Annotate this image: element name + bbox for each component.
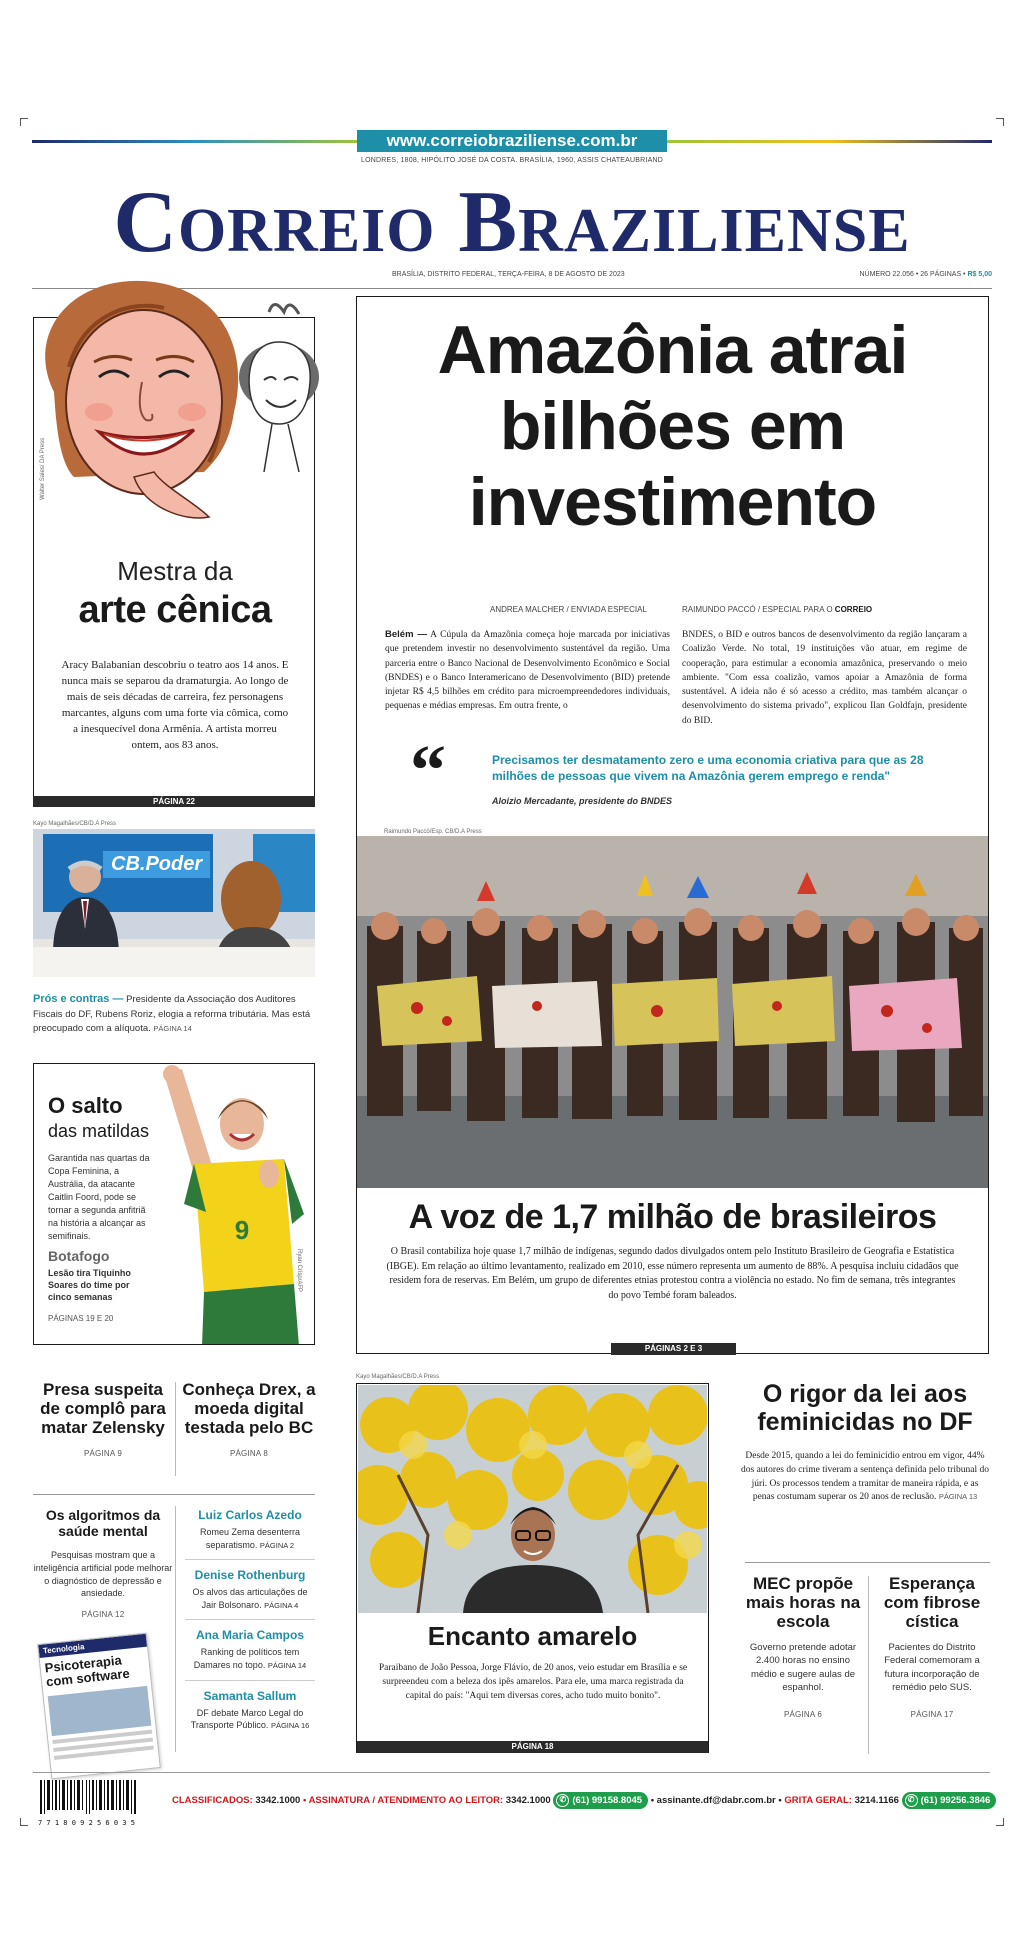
caricature-drawing [14,272,334,542]
photo-body: O Brasil contabiliza hoje quase 1,7 milhão de indígenas, segundo dados divulgados ontem pelo Instituto Brasileiro de Geografia e Estatística (IBGE). Em relação ao último levantamento, realizado em 2010, esse número representa um aumento de 88%. A pesquisa incluiu cidadãos que residem fora de reservas. Em Belém, um grupo de diferentes etnias protestou contra a violência no estado. No fim de semana, três integrantes do povo Tembé foram baleados. [386,1246,959,1301]
byline-right-paper: CORREIO [834,605,873,614]
main-photo-credit: Raimundo Paccó/Esp. CB/D.A Press [384,829,482,835]
quote-marks-icon: “ [410,730,446,810]
classificados-label: CLASSIFICADOS: [172,1795,253,1807]
columnist-text [185,1646,315,1671]
sports-page-ref[interactable]: PÁGINAS 19 E 20 [48,1314,114,1323]
algoritmos-block[interactable] [33,1508,173,1619]
ipe-page-ref[interactable]: PÁGINA 18 [357,1741,708,1753]
cbpoder-lead: Prós e contras — [33,993,124,1005]
whatsapp-icon: ✆ [556,1794,569,1807]
main-col1-text: A Cúpula da Amazônia começa hoje marcada por iniciativas que pretendem investir no desenvolvimento sustentável da região. Uma parceria entre o Banco Nacional de Desenvolvimento Econômico e Social (BNDES) e o Banco Interamericano de Desenvolvimento (BID) pretende injetar R$ 4,5 bilhões em crédito para microempreendedores individuais, pequenas e médias empresas. Em outra frente, o [385,630,670,712]
algoritmos-page-ref: PÁGINA 12 [81,1609,125,1619]
assinatura-phone[interactable]: 3342.1000 [505,1795,551,1807]
columnist-text [185,1586,315,1611]
assinatura-label: • ASSINATURA / ATENDIMENTO AO LEITOR: [302,1795,504,1807]
columnist-item[interactable] [185,1560,315,1620]
contact-bar [172,1792,992,1809]
fibrose-title: Esperança com fibrose cística [883,1574,981,1632]
algoritmos-title: Os algoritmos da saúde mental [45,1507,161,1539]
fibrose-body: Pacientes do Distrito Federal comemoram a futura incorporação de remédio pelo SUS. [884,1642,980,1693]
byline-left: ANDREA MALCHER / ENVIADA ESPECIAL [490,605,647,614]
sports-photo-credit: Ryan Crisp/AFP [296,1249,302,1293]
whatsapp-number-2: (61) 99256.3846 [920,1795,991,1807]
main-col2: BNDES, o BID e outros bancos de desenvolvimento da região lançaram a Coalizão Verde. No total, 19 instituições vão atuar, em regime de cooperação, para estimular a economia amazônica, preservando o meio ambiente. "Com essa coalizão, vamos apoiar a Amazônia de forma sustentável. A ideia não é só acesso a crédito, mas também alcançar o desenvolvimento do sistema privado", explicou Ilan Goldfajn, presidente do BID. [682,630,967,726]
newspaper-title: Correio Braziliense [113,174,911,271]
columnist-page-ref: PÁGINA 4 [264,1600,299,1610]
fibrose-block[interactable] [874,1574,990,1719]
photo-headline: A voz de 1,7 milhão de brasileiros [408,1198,937,1236]
cbpoder-body: Presidente da Associação dos Auditores Fiscais do DF, Rubens Roriz, elogia a reforma tributária. Mas está preocupado com a alíquota. [33,994,311,1034]
ipe-credit: Kayo Magalhães/CB/D.A Press [356,1374,440,1380]
brief-2[interactable] [180,1380,318,1458]
aracy-photo-credit: Walter Sales/ DA Press [40,437,46,500]
columnist-name: Ana Maria Campos [195,1628,305,1643]
grita-phone[interactable]: 3214.1166 [854,1795,899,1807]
main-photo [357,836,988,1188]
algoritmos-thumbnail [37,1633,161,1780]
brief-2-title: Conheça Drex, a moeda digital testada pelo BC [182,1380,316,1438]
sports-box [33,1063,315,1345]
main-page-ref[interactable]: PÁGINAS 2 E 3 [611,1343,736,1355]
aracy-page-ref[interactable]: PÁGINA 22 [33,796,315,807]
columnist-name: Denise Rothenburg [194,1568,306,1583]
cbpoder-text [33,992,315,1035]
mec-block[interactable] [745,1574,861,1719]
whatsapp-number-1: (61) 99158.8045 [572,1795,643,1807]
classificados-phone[interactable]: 3342.1000 [255,1795,301,1807]
ipe-body: Paraibano de João Pessoa, Jorge Flávio, de 20 anos, veio estudar em Brasília e se surpreendeu com a beleza dos ipês amarelos. Para ele, uma marca registrada da capital do país: "Aqui tem diversas cores, acho tudo muito bonito". [378,1663,688,1701]
protest-photo [357,836,988,1188]
cbpoder-page-ref[interactable]: PÁGINA 14 [153,1023,192,1033]
brief-1-title: Presa suspeita de complô para matar Zelensky [40,1380,166,1438]
main-headline: Amazônia atrai bilhões em investimento [437,312,908,541]
algoritmos-body: Pesquisas mostram que a inteligência artificial pode melhorar o diagnóstico de depressão e ansiedade. [33,1550,173,1599]
caricature-illustration [14,272,334,542]
edition-info [850,271,992,278]
sports-body: Garantida nas quartas da Copa Feminina, a Austrália, da atacante Caitlin Foord, pode se tornar a segunda anfitriã na história a alcançar as semifinais. [48,1153,150,1242]
ipe-photo [358,1385,707,1613]
aracy-body: Aracy Balabanian descobriu o teatro aos 14 anos. E nunca mais se separou da dramaturgia. Ao longo de mais de seis décadas de carreira, fez personagens marcantes, alguns com uma forte via cômica, como a inesquecível dona Armênia. A artista morreu ontem, aos 83 anos. [61,659,289,751]
columnist-page-ref: PÁGINA 16 [270,1721,310,1731]
byline-right-prefix: RAIMUNDO PACCÓ / ESPECIAL PARA O [682,605,833,614]
sports-heading-line2: das matildas [48,1121,150,1141]
quote-block [410,730,970,814]
sports-sub-body: Lesão tira Tiquinho Soares do time por cinco semanas [48,1268,131,1303]
website-url[interactable]: www.correiobraziliense.com.br [357,130,667,152]
email[interactable]: • assinante.df@dabr.com.br • [650,1795,782,1807]
quote-text: Precisamos ter desmatamento zero e uma economia criativa para que as 28 milhões de pessoas que vivem na Amazônia gerem emprego e renda" [492,753,924,784]
columnist-text-body: Os alvos das articulações de Jair Bolsonaro. [192,1587,308,1610]
columnists-list [185,1506,315,1736]
brief-1[interactable] [33,1380,173,1458]
columnist-item[interactable] [185,1506,315,1560]
aracy-heading-line1: Mestra da [117,556,233,586]
cbpoder-screen-label: CB.Poder [103,851,210,878]
columnist-page-ref: PÁGINA 2 [259,1540,295,1550]
ipe-title: Encanto amarelo [427,1621,638,1651]
main-col1 [385,628,670,714]
cbpoder-credit: Kayo Magalhães/CB/D.A Press [33,821,117,827]
columnist-name: Samanta Sallum [203,1688,297,1703]
barcode [38,1780,138,1827]
feminicidio-page-ref: PÁGINA 13 [938,1492,978,1502]
columnist-page-ref: PÁGINA 14 [267,1660,307,1670]
thumb-kicker: Tecnologia [38,1634,147,1658]
barcode-bars [38,1780,138,1814]
grita-label: GRITA GERAL: [784,1795,852,1807]
columnist-text-body: DF debate Marco Legal do Transporte Público. [190,1707,304,1731]
thumb-title: Psicoterapia com software [43,1652,131,1690]
founders-line: LONDRES, 1808, HIPÓLITO JOSÉ DA COSTA. BRASÍLIA, 1960, ASSIS CHATEAUBRIAND [361,157,663,164]
columnist-text [185,1707,315,1732]
columnist-text [185,1526,315,1551]
columnist-item[interactable] [185,1681,315,1736]
columnist-item[interactable] [185,1620,315,1680]
columnist-text-body: Romeu Zema desenterra separatismo. [199,1527,301,1550]
brief-2-page-ref: PÁGINA 8 [229,1449,269,1459]
ipe-tree-photo [358,1385,707,1613]
feminicidio-title: O rigor da lei aos feminicidas no DF [757,1380,973,1436]
feminicidio-body [740,1450,990,1505]
edition-number: NÚMERO 22.056 • 26 PÁGINAS • [859,271,966,278]
footballer-photo [144,1064,315,1345]
fibrose-page-ref: PÁGINA 17 [910,1710,954,1720]
feminicidio-block[interactable] [740,1380,990,1505]
main-dateline: Belém — [385,629,427,640]
columnist-text-body: Ranking de políticos tem Damares no topo. [193,1647,300,1670]
cbpoder-photo [33,829,315,977]
quote-author: Aloizio Mercadante, presidente do BNDES [492,796,673,806]
brief-1-page-ref: PÁGINA 9 [83,1449,123,1459]
jersey-number: 9 [234,1215,250,1245]
columnist-name: Luiz Carlos Azedo [198,1508,302,1522]
dateline: BRASÍLIA, DISTRITO FEDERAL, TERÇA-FEIRA, 8 DE AGOSTO DE 2023 [392,271,625,278]
whatsapp-badge-2[interactable] [902,1792,997,1809]
aracy-heading-line2: arte cênica [78,589,272,631]
whatsapp-icon: ✆ [905,1794,918,1807]
byline-right [682,605,872,614]
mec-title: MEC propõe mais horas na escola [745,1574,861,1632]
mec-body: Governo pretende adotar 2.400 horas no ensino médio e sugere aulas de espanhol. [749,1642,857,1693]
mec-page-ref: PÁGINA 6 [783,1710,823,1720]
whatsapp-badge-1[interactable] [553,1792,648,1809]
sports-sub-heading: Botafogo [48,1248,110,1264]
price: R$ 5,00 [967,271,992,278]
barcode-number: 7 7 1 8 0 9 2 5 6 0 3 5 [38,1819,135,1827]
feminicidio-body-text: Desde 2015, quando a lei do feminicídio entrou em vigor, 44% dos autores do crime tiveram a sentença definida pelo tribunal do júri. Os processos tendem a tramitar de maneira rápida, e as penas costumam superar os 20 anos de reclusão. [741,1451,989,1503]
sports-heading-line1: O salto [48,1093,123,1118]
